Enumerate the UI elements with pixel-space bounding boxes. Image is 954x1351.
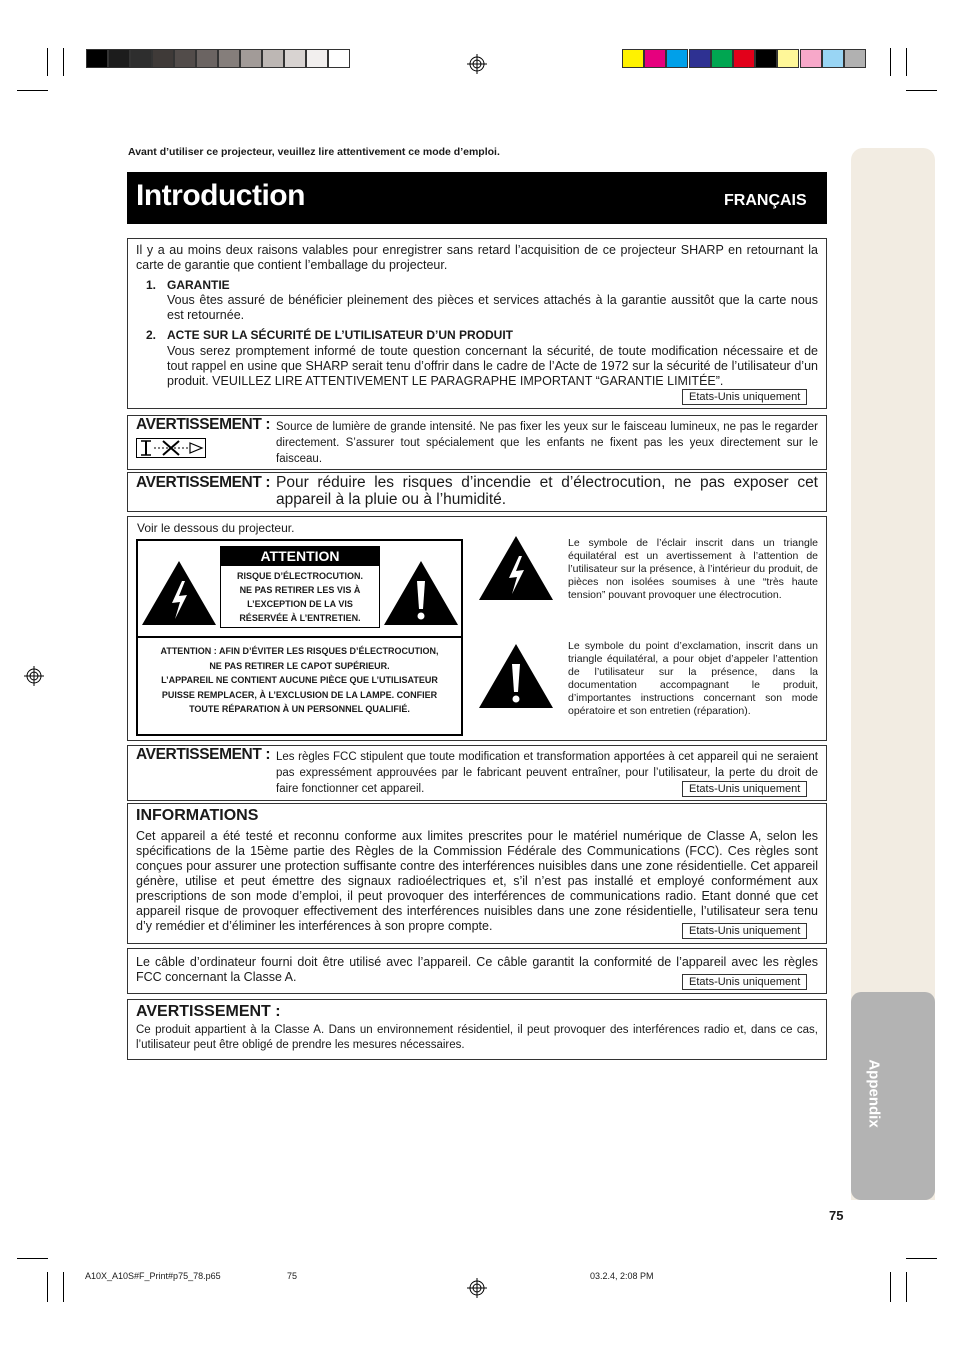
region-tag: Etats-Unis uniquement [682, 923, 807, 939]
footer-file: A10X_A10S#F_Print#p75_78.p65 [85, 1271, 221, 1281]
color-swatch [622, 49, 644, 68]
gray-swatch [196, 49, 218, 68]
attention-title: ATTENTION [220, 546, 380, 566]
attention-lines [220, 569, 380, 625]
footer-date: 03.2.4, 2:08 PM [590, 1271, 654, 1281]
gray-swatch [284, 49, 306, 68]
color-swatch [755, 49, 777, 68]
intro-item-number: 2. [146, 328, 157, 342]
warning-text: Pour réduire les risques d’incendie et d’électrocution, ne pas exposer cet appareil à la pluie ou à l’humidité. [276, 474, 818, 508]
warning-label: AVERTISSEMENT : [136, 416, 271, 433]
caution-line: ATTENTION : AFIN D’ÉVITER LES RISQUES D’ÉLECTROCUTION, [160, 646, 439, 656]
attention-line: RÉSERVÉE À L’ENTRETIEN. [239, 613, 361, 623]
page-number: 75 [829, 1208, 844, 1223]
lightning-triangle-icon [142, 561, 216, 625]
informations-title: INFORMATIONS [136, 807, 259, 824]
intro-item-title: ACTE SUR LA SÉCURITÉ DE L’UTILISATEUR D’UN PRODUIT [167, 328, 514, 342]
gray-swatch [240, 49, 262, 68]
gray-swatch [328, 49, 350, 68]
region-tag: Etats-Unis uniquement [682, 389, 807, 405]
crop-mark [906, 48, 907, 76]
page-title: Introduction [136, 179, 305, 212]
top-note: Avant d’utiliser ce projecteur, veuillez lire attentivement ce mode d’emploi. [128, 146, 500, 158]
language-label: FRANÇAIS [724, 192, 807, 209]
color-swatch [822, 49, 844, 68]
color-swatch [733, 49, 755, 68]
intro-item-text: Vous êtes assuré de bénéficier pleinement des pièces et services attachés à la garantie aussitôt que la carte nous est retournée. [167, 293, 818, 322]
color-swatch [800, 49, 822, 68]
attention-line: NE PAS RETIRER LES VIS À [239, 585, 361, 595]
region-tag: Etats-Unis uniquement [682, 781, 807, 797]
crop-mark [63, 1272, 64, 1302]
crop-mark [906, 1272, 907, 1302]
gray-swatch [262, 49, 284, 68]
crop-mark [47, 48, 48, 76]
intro-text: Il y a au moins deux raisons valables pour enregistrer sans retard l’acquisition de ce projecteur SHARP en retournant la carte de garantie que contient l’emballage du projecteur. [136, 243, 818, 272]
informations-text: Cet appareil a été testé et reconnu conforme aux limites prescrites pour le matériel numérique de Classe A, selon les spécifications de la 15ème partie des Règles de la Commission Fédérale des Communications (FCC). Ces règles sont conçues pour assurer une protection suffisante contre des interférences nuisibles dans une zone résidentielle. Cet appareil génère, utilise et peut émettre des signaux radioélectriques et, s’il n’est pas installé et employé conformément aux prescriptions de son mode d’emploi, il peut provoquer des interférences de communications radio. Etant donné que cet appareil risque de provoquer effectivement des interférences nuisibles dans une zone résidentielle, l’utilisateur sera tenu d’y remédier et d’éliminer les interférences à son propre compte. [136, 829, 818, 933]
exclamation-explanation: Le symbole du point d’exclamation, inscrit dans un triangle équilatéral, a pour objet d’appeler l’attention de l’utilisateur sur la présence, dans la documentation accompagnant le produit, d’importantes instructions concernant son mode opératoire et son entretien (réparation). [568, 640, 818, 717]
caution-line: NE PAS RETIRER LE CAPOT SUPÉRIEUR. [209, 660, 390, 671]
region-tag: Etats-Unis uniquement [682, 974, 807, 990]
warning-label: AVERTISSEMENT : [136, 746, 271, 763]
exclamation-triangle-icon [384, 561, 458, 625]
gray-swatch [130, 49, 152, 68]
footer-page: 75 [287, 1271, 298, 1281]
warning-text: Ce produit appartient à la Classe A. Dans un environnement résidentiel, il peut provoquer des interférences radio et, dans ce cas, l’utilisateur peut être obligé de prendre les mesures nécessaires. [136, 1024, 818, 1051]
intro-item-text: Vous serez promptement informé de toute question concernant la sécurité, de toute modification nécessaire et de tout rappel en usine que SHARP serait tenu d’offrir dans le cadre de l’Acte de 1972 sur la sécurité de l’utilisateur d’un produit. VEUILLEZ LIRE ATTENTIVEMENT LE PARAGRAPHE IMPORTANT “GARANTIE LIMITÉE”. [167, 344, 818, 388]
gray-swatch [218, 49, 240, 68]
crop-mark [17, 1258, 48, 1259]
warning-label: AVERTISSEMENT : [136, 474, 271, 491]
crop-mark [890, 1272, 891, 1302]
crop-mark [906, 90, 937, 91]
caution-label-divider [136, 636, 463, 638]
gray-swatch [108, 49, 130, 68]
sidebar-tab [851, 992, 935, 1200]
crop-mark [47, 1272, 48, 1302]
caution-lines [138, 644, 461, 717]
warning-text: Source de lumière de grande intensité. Ne pas fixer les yeux sur le faisceau lumineux, ne pas le regarder directement. S’assurer tout spécialement que les enfants ne fixent pas les yeux directement sur le faisceau. [276, 421, 818, 465]
laser-warning-icon [136, 438, 206, 458]
lightning-explanation: Le symbole de l’éclair inscrit dans un triangle équilatéral est un avertissement à l’attention de l’utilisateur sur la présence, à l’intérieur du produit, de pièces non isolées soumises à une “très haute tension” pouvant provoquer une électrocution. [568, 537, 818, 601]
caution-line: TOUTE RÉPARATION À UN PERSONNEL QUALIFIÉ. [189, 704, 410, 714]
crosshair-icon [24, 666, 44, 686]
attention-line: L’EXCEPTION DE LA VIS [247, 599, 353, 609]
crop-mark [906, 1258, 937, 1259]
intro-item-number: 1. [146, 278, 157, 292]
color-swatch [689, 49, 711, 68]
lightning-triangle-icon [479, 536, 553, 600]
sidebar-label: Appendix [865, 1059, 883, 1128]
intro-item-title: GARANTIE [167, 278, 230, 292]
caution-line: PUISSE REMPLACER, À L’EXCLUSION DE LA LAMPE. CONFIER [161, 689, 438, 700]
color-swatch [666, 49, 688, 68]
color-swatch [711, 49, 733, 68]
color-swatch [644, 49, 666, 68]
color-swatch [844, 49, 866, 68]
gray-swatch [86, 49, 108, 68]
warning-text: Les règles FCC stipulent que toute modification et transformation apportées à cet appareil qui ne seraient pas expressément approuvées par le fabricant peuvent entraîner, pour l’utilisateur, la perte du droit de faire fonctionner cet appareil. [276, 751, 818, 795]
caution-note: Voir le dessous du projecteur. [137, 521, 295, 535]
caution-line: L’APPAREIL NE CONTIENT AUCUNE PIÈCE QUE L’UTILISATEUR [161, 675, 438, 685]
gray-swatch [174, 49, 196, 68]
color-swatch [777, 49, 799, 68]
crosshair-icon [467, 54, 487, 74]
gray-swatch [306, 49, 328, 68]
crop-mark [63, 48, 64, 76]
warning-label: AVERTISSEMENT : [136, 1003, 281, 1020]
exclamation-triangle-icon [479, 644, 553, 708]
crop-mark [17, 90, 48, 91]
crop-mark [890, 48, 891, 76]
attention-line: RISQUE D’ÉLECTROCUTION. [236, 571, 363, 581]
cable-text: Le câble d’ordinateur fourni doit être utilisé avec l’appareil. Ce câble garantit la conformité de l’appareil avec les règles FCC concernant la Classe A. [136, 955, 818, 984]
crosshair-icon [467, 1278, 487, 1298]
gray-swatch [152, 49, 174, 68]
